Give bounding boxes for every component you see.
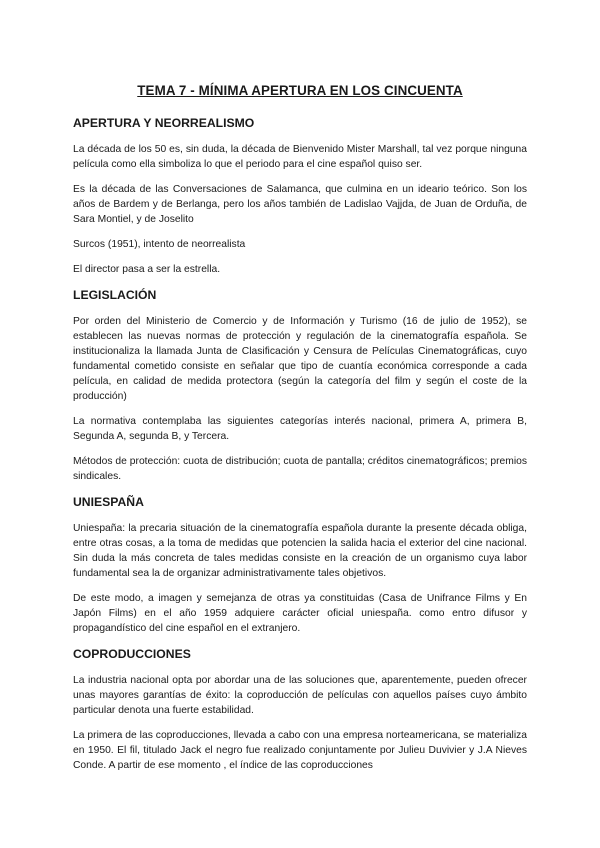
section-apertura (73, 115, 527, 277)
section-legislacion (73, 287, 527, 484)
paragraph: Uniespaña: la precaria situación de la cinematografía española durante la presente década obliga, entre otras cosas, a la toma de medidas que potencien la salida hacia el exterior del cine nacional. Sin duda la más concreta de tales medidas consiste en la creación de un organismo cuya labor fundamental sea la de organizar administrativamente tales objetivos. (73, 523, 527, 579)
section-heading: LEGISLACIÓN (73, 288, 157, 302)
section-heading: APERTURA Y NEORREALISMO (73, 116, 255, 130)
paragraph: La primera de las coproducciones, llevada a cabo con una empresa norteamericana, se materializa en 1950. El fil, titulado Jack el negro fue realizado conjuntamente por Julieu Duvivier y J.A Nieves Conde. A partir de ese momento , el índice de las coproducciones (73, 730, 527, 771)
paragraph: La industria nacional opta por abordar una de las soluciones que, aparentemente, pueden ofrecer unas mayores garantías de éxito: la coproducción de películas con aquellos países cuyo ámbito particular denota una fuerte estabilidad. (73, 675, 527, 716)
paragraph: La normativa contemplaba las siguientes categorías interés nacional, primera A, primera B, Segunda A, segunda B, y Tercera. (73, 416, 527, 442)
paragraph: Por orden del Ministerio de Comercio y de Información y Turismo (16 de julio de 1952), se establecen las nuevas normas de protección y regulación de la cinematografía española. Se institucionaliza la llamada Junta de Clasificación y Censura de Películas Cinematográficas, cuyo fundamental cometido consiste en señalar que tipo de cuantía económica corresponde a cada película, en calidad de medida protectora (según la categoría del film y según el coste de la producción) (73, 316, 527, 402)
paragraph: La década de los 50 es, sin duda, la década de Bienvenido Mister Marshall, tal vez porque ninguna película como ella simboliza lo que el periodo para el cine español quiso ser. (73, 144, 527, 170)
paragraph: Surcos (1951), intento de neorrealista (73, 239, 246, 250)
paragraph: De este modo, a imagen y semejanza de otras ya constituidas (Casa de Unifrance Films y En Japón Films) en el año 1959 adquiere carácter oficial uniespaña. como entro difusor y propagandístico del cine español en el extranjero. (73, 593, 527, 634)
paragraph: El director pasa a ser la estrella. (73, 264, 221, 275)
page-title: TEMA 7 - MÍNIMA APERTURA EN LOS CINCUENTA (137, 83, 463, 98)
section-coproducciones (73, 646, 527, 773)
section-heading: COPRODUCCIONES (73, 647, 191, 661)
section-uniespana (73, 494, 527, 636)
paragraph: Es la década de las Conversaciones de Salamanca, que culmina en un ideario teórico. Son los años de Bardem y de Berlanga, pero los años también de Ladislao Vajjda, de Juan de Orduña, de Sara Montiel, y de Joselito (73, 184, 527, 225)
section-heading: UNIESPAÑA (73, 495, 144, 509)
paragraph: Métodos de protección: cuota de distribución; cuota de pantalla; créditos cinematográficos; premios sindicales. (73, 456, 527, 482)
document-page (73, 82, 527, 783)
